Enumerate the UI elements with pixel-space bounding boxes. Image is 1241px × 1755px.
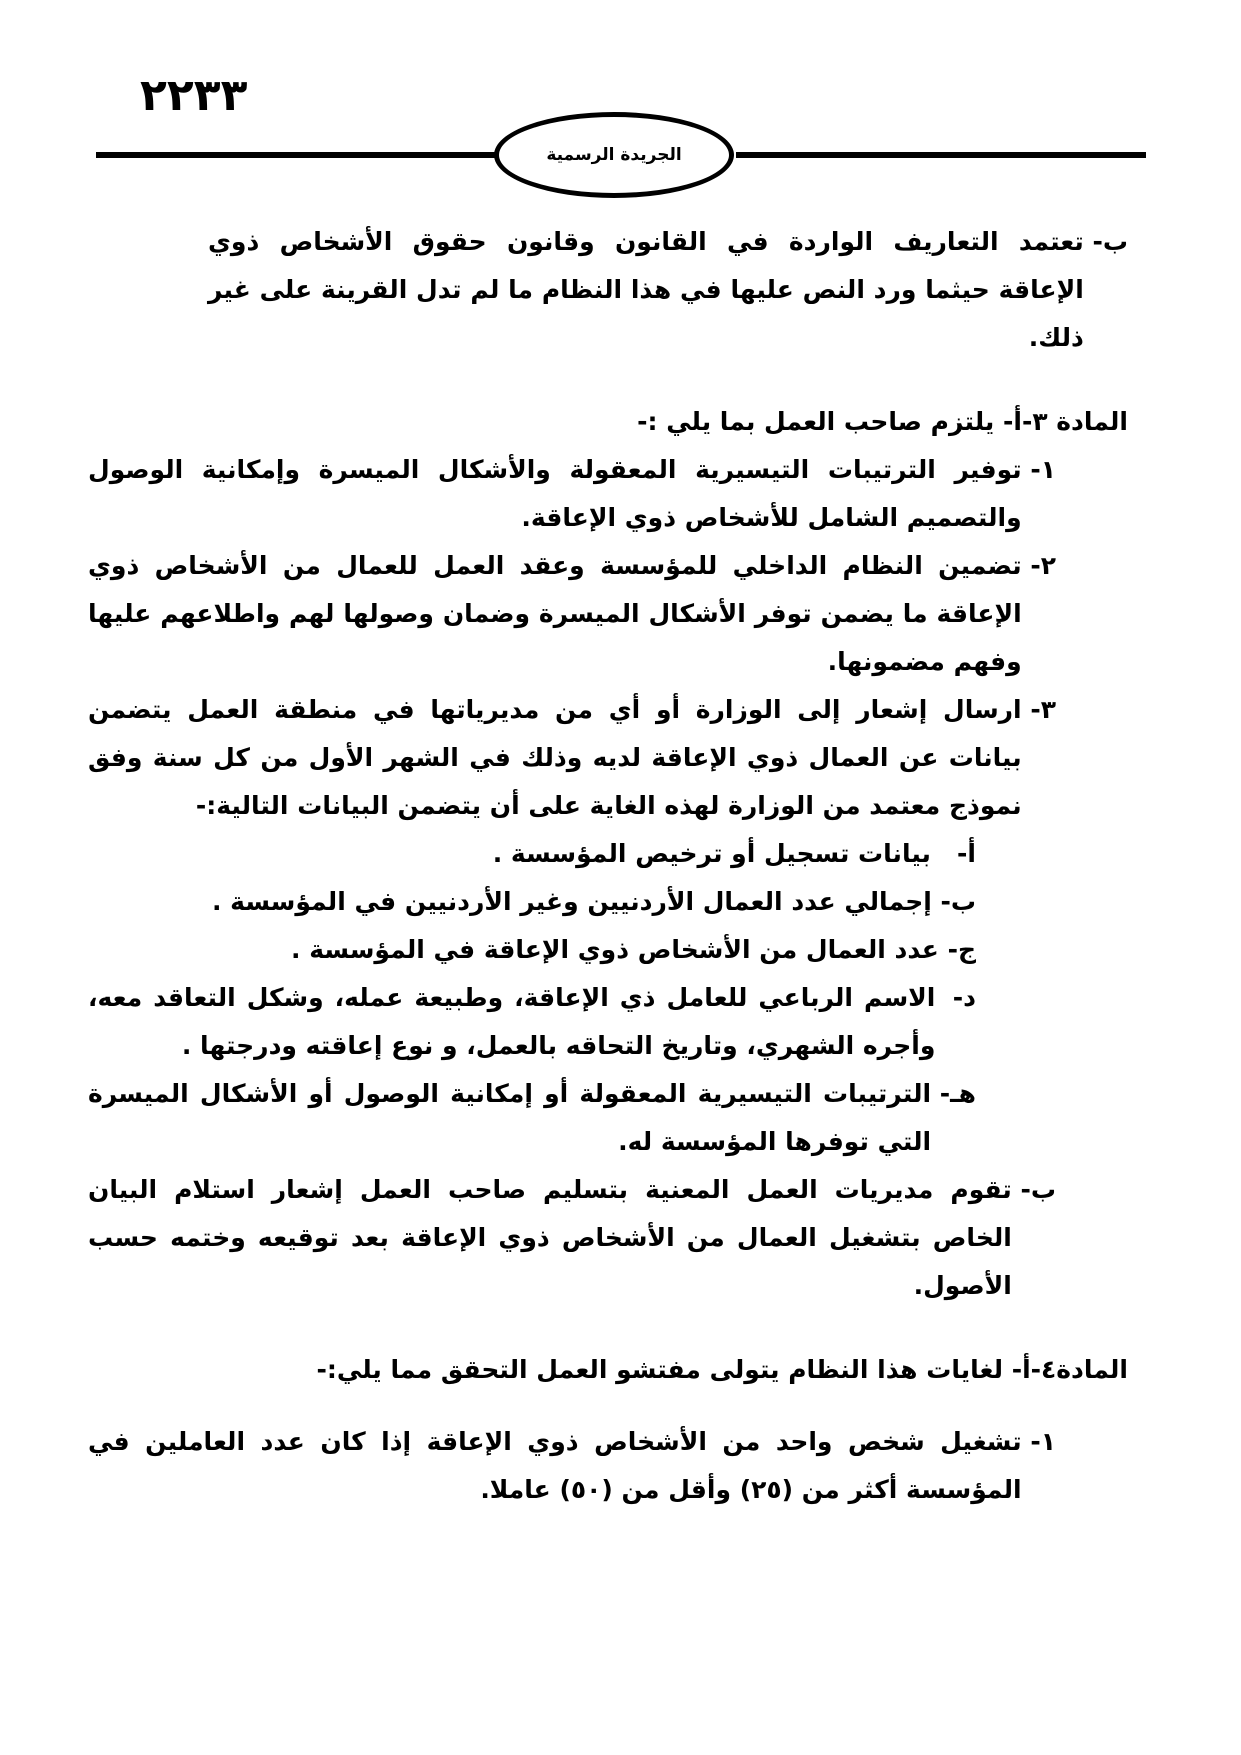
page-number: ٢٢٣٣	[140, 70, 248, 121]
intro-clause-b	[88, 218, 1128, 362]
article-3-heading: المادة ٣-أ- يلتزم صاحب العمل بما يلي :-	[637, 407, 1128, 436]
clause-text: تعتمد التعاريف الواردة في القانون وقانون حقوق الأشخاص ذوي الإعاقة حيثما ورد النص عليها في هذا النظام ما لم تدل القرينة على غير ذلك.	[208, 227, 1084, 352]
article-3-subitem-e	[88, 1070, 1128, 1166]
article-3-subitem-b	[88, 878, 1128, 926]
subitem-label: أ-	[930, 839, 976, 868]
gazette-title: الجريدة الرسمية	[546, 145, 682, 165]
subitem-text: إجمالي عدد العمال الأردنيين وغير الأردنيين في المؤسسة .	[211, 887, 932, 916]
item-text: توفير الترتيبات التيسيرية المعقولة والأشكال الميسرة وإمكانية الوصول والتصميم الشامل للأشخاص ذوي الإعاقة.	[88, 455, 1022, 532]
item-label: ١-	[1021, 455, 1056, 484]
item-label: ٢-	[1021, 551, 1056, 580]
document-body	[88, 218, 1128, 1514]
article-4-item-1	[88, 1418, 1128, 1514]
gazette-title-badge	[494, 112, 734, 198]
subitem-label: ب-	[931, 887, 976, 916]
subitem-label: د-	[935, 983, 976, 1012]
item-label: ٣-	[1021, 695, 1056, 724]
header-rule-right	[736, 152, 1146, 158]
item-text: ارسال إشعار إلى الوزارة أو أي من مديرياتها في منطقة العمل يتضمن بيانات عن العمال ذوي الإعاقة لديه وذلك في الشهر الأول من كل سنة وفق نموذج معتمد من الوزارة لهذه الغاية على أن يتضمن البيانات التالية:-	[88, 695, 1022, 820]
item-text: تضمين النظام الداخلي للمؤسسة وعقد العمل للعمال من الأشخاص ذوي الإعاقة ما يضمن توفر الأشكال الميسرة وضمان وصولها لهم واطلاعهم عليها وفهم مضمونها.	[88, 551, 1022, 676]
subitem-text: عدد العمال من الأشخاص ذوي الإعاقة في المؤسسة .	[291, 935, 939, 964]
clause-label: ب-	[1011, 1175, 1056, 1204]
subitem-text: بيانات تسجيل أو ترخيص المؤسسة .	[492, 839, 931, 868]
article-4-heading: المادة٤-أ- لغايات هذا النظام يتولى مفتشو العمل التحقق مما يلي:-	[316, 1355, 1128, 1384]
clause-text: تقوم مديريات العمل المعنية بتسليم صاحب العمل إشعار استلام البيان الخاص بتشغيل العمال من الأشخاص ذوي الإعاقة بعد توقيعه وختمه حسب الأصول.	[88, 1175, 1012, 1300]
article-3-subitem-c	[88, 926, 1128, 974]
subitem-label: ج-	[938, 935, 976, 964]
item-text: تشغيل شخص واحد من الأشخاص ذوي الإعاقة إذا كان عدد العاملين في المؤسسة أكثر من (٢٥) وأقل من (٥٠) عاملا.	[88, 1427, 1022, 1504]
subitem-text: الاسم الرباعي للعامل ذي الإعاقة، وطبيعة عمله، وشكل التعاقد معه، وأجره الشهري، وتاريخ التحاقه بالعمل، و نوع إعاقته ودرجتها .	[88, 983, 936, 1060]
article-3-subitem-a	[88, 830, 1128, 878]
article-3-item-1	[88, 446, 1128, 542]
article-3-item-2	[88, 542, 1128, 686]
article-3-item-3	[88, 686, 1128, 830]
item-label: ١-	[1021, 1427, 1056, 1456]
header-rule-left	[96, 152, 496, 158]
subitem-text: الترتيبات التيسيرية المعقولة أو إمكانية الوصول أو الأشكال الميسرة التي توفرها المؤسسة له.	[88, 1079, 932, 1156]
article-3-clause-b	[88, 1166, 1128, 1310]
clause-label: ب-	[1083, 227, 1128, 256]
subitem-label: هـ-	[931, 1079, 976, 1108]
article-3-subitem-d	[88, 974, 1128, 1070]
